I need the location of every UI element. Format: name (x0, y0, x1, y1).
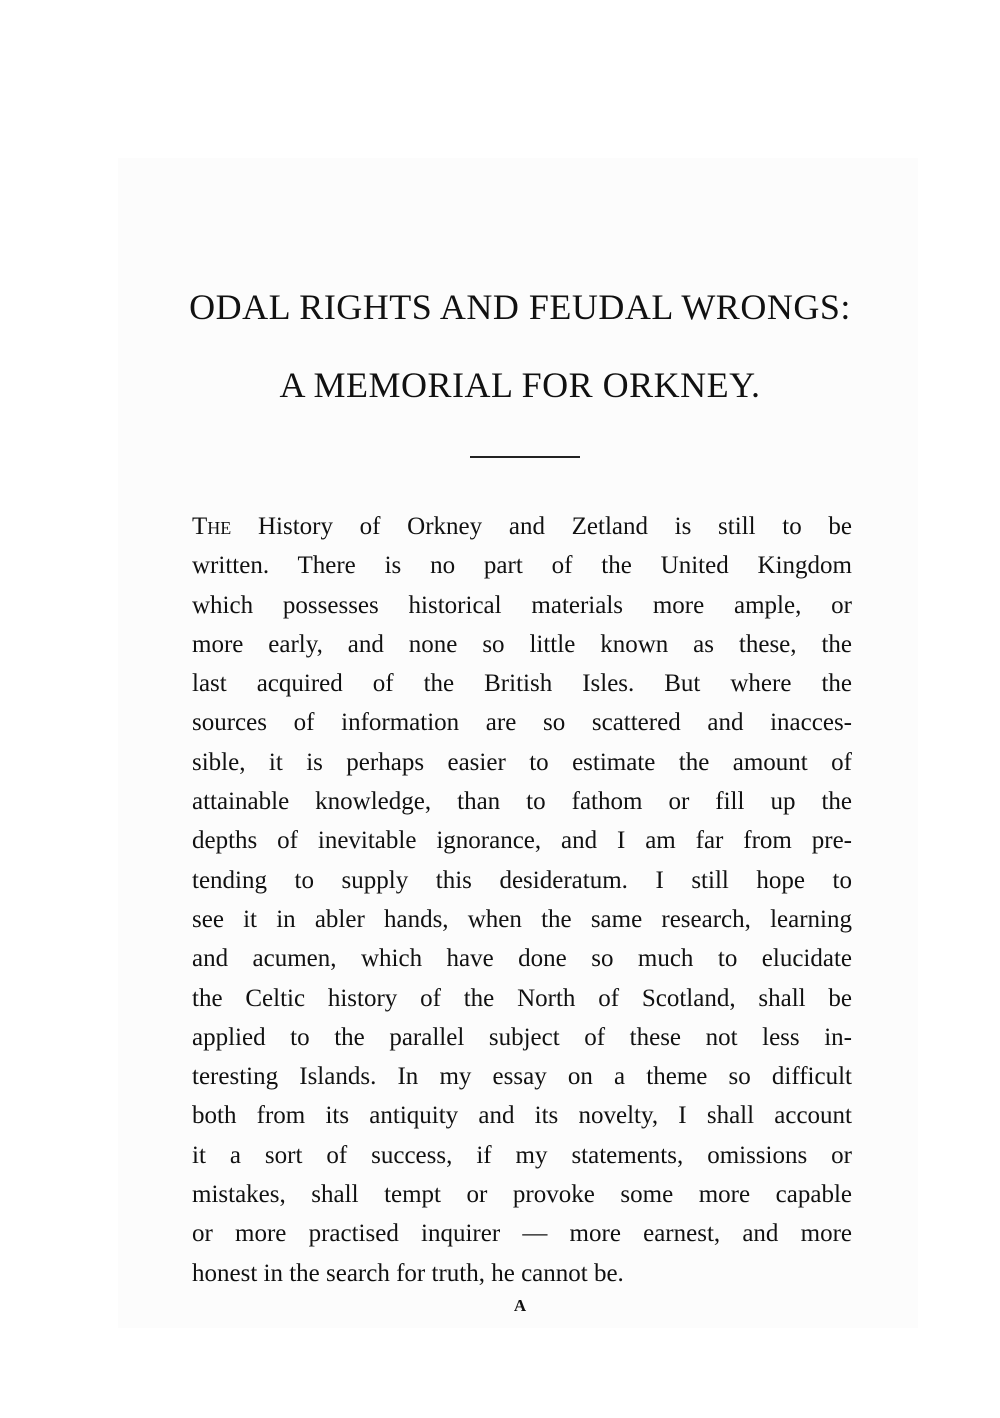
text-line: sources of information are so scattered and inacces- (192, 709, 852, 737)
text-line: tending to supply this desideratum. I still hope to (192, 866, 852, 894)
text-line: attainable knowledge, than to fathom or fill up the (192, 788, 852, 816)
text-line: or more practised inquirer — more earnest, and more (192, 1220, 852, 1248)
text-line: teresting Islands. In my essay on a theme so difficult (192, 1063, 852, 1091)
body-paragraph (192, 507, 852, 1293)
text-line: which possesses historical materials more ample, or (192, 591, 852, 619)
text-line: more early, and none so little known as these, the (192, 630, 852, 658)
title-line-2: A MEMORIAL FOR ORKNEY. (279, 365, 761, 405)
text-line: see it in abler hands, when the same research, learning (192, 905, 852, 933)
text-line: sible, it is perhaps easier to estimate the amount of (192, 748, 852, 776)
text-line: written. There is no part of the United Kingdom (192, 552, 852, 580)
text-line: last acquired of the British Isles. But where the (192, 670, 852, 698)
text-line: it a sort of success, if my statements, omissions or (192, 1141, 852, 1169)
section-divider (470, 456, 580, 458)
text-line: applied to the parallel subject of these not less in- (192, 1023, 852, 1051)
lead-word: The (192, 513, 232, 540)
text-line-content: History of Orkney and Zetland is still to be (231, 513, 852, 540)
title-line-1: ODAL RIGHTS AND FEUDAL WRONGS: (189, 287, 851, 327)
signature-mark: A (513, 1296, 527, 1315)
text-line (192, 507, 852, 546)
text-line: and acumen, which have done so much to elucidate (192, 945, 852, 973)
text-line: depths of inevitable ignorance, and I am far from pre- (192, 827, 852, 855)
text-line: mistakes, shall tempt or provoke some more capable (192, 1181, 852, 1209)
text-line-last: honest in the search for truth, he cannot be. (192, 1259, 624, 1287)
text-line: the Celtic history of the North of Scotland, shall be (192, 984, 852, 1012)
text-line: both from its antiquity and its novelty, I shall account (192, 1102, 852, 1130)
